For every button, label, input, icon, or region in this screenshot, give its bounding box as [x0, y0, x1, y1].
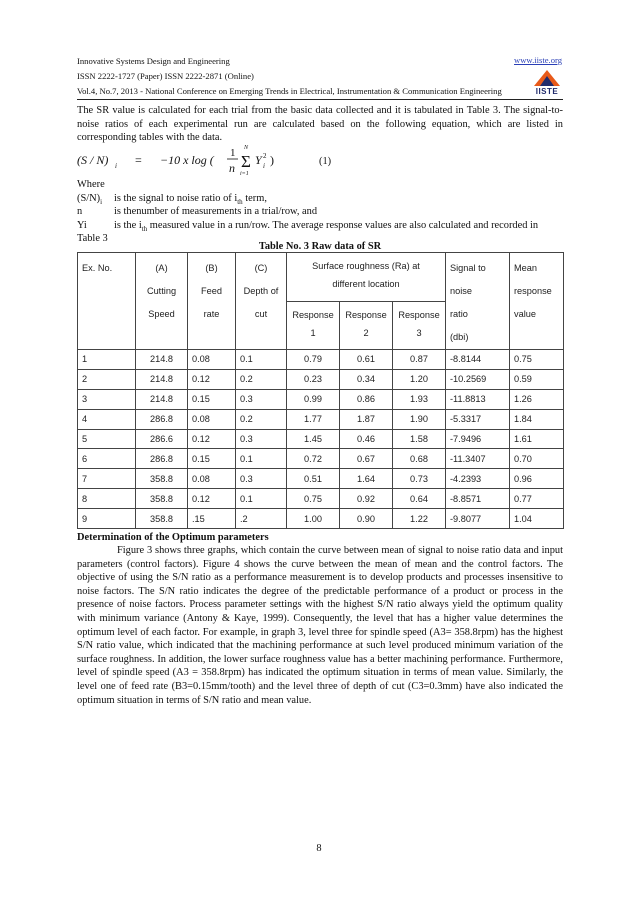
eq-sum-top: N [244, 145, 249, 151]
journal-name: Innovative Systems Design and Engineering [77, 56, 230, 66]
col-header-response-2: Response 2 [340, 301, 393, 350]
table-cell: 6 [78, 449, 136, 469]
table-cell: -7.9496 [446, 429, 510, 449]
table-cell: 0.99 [287, 389, 340, 409]
table-cell: 4 [78, 409, 136, 429]
snr-equation [77, 144, 563, 182]
table-row [78, 369, 564, 389]
table-cell: 0.87 [393, 350, 446, 370]
eq-term-sup: 2 [263, 152, 267, 160]
table-cell: 0.59 [510, 369, 564, 389]
eq-coef: −10 x log ( [160, 153, 214, 167]
table-cell: 0.72 [287, 449, 340, 469]
intro-paragraph: The SR value is calculated for each trial from the basic data collected and it is tabulated in Table 3. The signal-to-noise ratios of each experimental run are calculated based on the following equation, which are listed in corresponding tables with the data. [77, 105, 563, 144]
table-cell: 0.3 [236, 389, 287, 409]
eq-close: ) [270, 153, 274, 167]
section-title: Determination of the Optimum parameters [77, 532, 269, 543]
where-tail: Table 3 [77, 233, 108, 245]
sigma-icon: Σ [241, 152, 251, 171]
table-cell: 358.8 [136, 469, 188, 489]
table-cell: 1.61 [510, 429, 564, 449]
table-cell: 0.12 [188, 489, 236, 509]
eq-lhs-sub: i [115, 162, 117, 170]
table-cell: 1.93 [393, 389, 446, 409]
table-row [78, 489, 564, 509]
table-cell: 1.90 [393, 409, 446, 429]
table-cell: 0.3 [236, 429, 287, 449]
col-header-depth-of-cut: (C) Depth of cut [236, 253, 287, 350]
table-cell: 0.64 [393, 489, 446, 509]
table-cell: 0.08 [188, 409, 236, 429]
table-cell: 0.34 [340, 369, 393, 389]
eq-term-sub: i [263, 162, 265, 170]
volume-line: Vol.4, No.7, 2013 - National Conference on Emerging Trends in Electrical, Instrumentation & Communication Engineering [77, 86, 502, 96]
website-link[interactable]: www.iiste.org [514, 55, 562, 65]
col-header-mean-response: Mean response value [510, 253, 564, 350]
table-cell: 0.68 [393, 449, 446, 469]
table-cell: 214.8 [136, 350, 188, 370]
table-cell: 0.92 [340, 489, 393, 509]
table-cell: 7 [78, 469, 136, 489]
table-cell: 0.96 [510, 469, 564, 489]
issn-line: ISSN 2222-1727 (Paper) ISSN 2222-2871 (Online) [77, 71, 254, 81]
table-cell: -10.2569 [446, 369, 510, 389]
table-cell: -4.2393 [446, 469, 510, 489]
iiste-logo [532, 68, 562, 96]
table-cell: 0.75 [510, 350, 564, 370]
table-row [78, 389, 564, 409]
table-cell: 1.20 [393, 369, 446, 389]
table-cell: 286.8 [136, 449, 188, 469]
table-cell: 0.15 [188, 389, 236, 409]
table-cell: .15 [188, 509, 236, 529]
table-cell: 0.51 [287, 469, 340, 489]
table-cell: 0.12 [188, 369, 236, 389]
table-cell: 286.6 [136, 429, 188, 449]
eq-term: Y [255, 153, 262, 167]
header-rule [77, 99, 563, 100]
table-cell: 1.04 [510, 509, 564, 529]
table-cell: -11.8813 [446, 389, 510, 409]
col-header-exno: Ex. No. [78, 253, 136, 350]
table-cell: 0.08 [188, 350, 236, 370]
table-cell: 9 [78, 509, 136, 529]
table-cell: 1 [78, 350, 136, 370]
col-header-cutting-speed: (A) Cutting Speed [136, 253, 188, 350]
table-cell: 0.15 [188, 449, 236, 469]
table-cell: 5 [78, 429, 136, 449]
table-row [78, 509, 564, 529]
eq-equals: = [135, 153, 142, 167]
table-cell: 1.84 [510, 409, 564, 429]
eq-number: (1) [319, 156, 332, 167]
table-row [78, 469, 564, 489]
where-block [77, 178, 563, 246]
table-cell: 358.8 [136, 509, 188, 529]
table-cell: 0.73 [393, 469, 446, 489]
table-cell: 0.23 [287, 369, 340, 389]
where-item: n is thenumber of measurements in a trial/row, and [77, 206, 318, 218]
logo-mark-icon [532, 68, 562, 88]
table-cell: 1.26 [510, 389, 564, 409]
table-cell: 0.3 [236, 469, 287, 489]
section-paragraph: Figure 3 shows three graphs, which contain the curve between mean of signal to noise ratio data and input parameters (control factors). Figure 4 shows the curve between the mean of mean and the control factors. The objective of using the S/N ratio as a performance measurement is to develop products and processes insensitive to noise factors. The S/N ratio indicates the degree of the predictable performance of a product or process in the presence of noise factors. Process parameter settings with the highest S/N ratio always yield the optimum quality with minimum variance (Antony & Kaye, 1999). Consequently, the level that has a higher value determines the optimum level of each factor. For example, in graph 3, level three for spindle speed (A3= 358.8rpm) has the highest S/N ratio value, which indicated that the machining performance at such level produced minimum variation of the surface roughness. In addition, the lower surface roughness value has a better machining performance. Furthermore, level of spindle speed (A3 = 358.8rpm) has indicated the optimum situation in terms of mean value. Similarly, the level one of feed rate (B3=0.15mm/tooth) and the level three of depth of cut (C3=0.3mm) have also indicated the optimum situation in terms of S/N ratio and mean value. [77, 545, 563, 706]
where-item: Yi is the $i_{th}$ measured value in a run/row. The average response values are also calculated and recorded in [77, 219, 539, 233]
table-cell: 0.79 [287, 350, 340, 370]
table-cell: -9.8077 [446, 509, 510, 529]
table-cell: 0.46 [340, 429, 393, 449]
raw-data-table [77, 252, 563, 524]
table-cell: -8.8571 [446, 489, 510, 509]
table-cell: 1.64 [340, 469, 393, 489]
eq-lhs: (S / N) [77, 153, 109, 167]
table-cell: 0.2 [236, 369, 287, 389]
table-cell: 8 [78, 489, 136, 509]
table-cell: 0.1 [236, 449, 287, 469]
table-cell: 0.2 [236, 409, 287, 429]
table-row [78, 429, 564, 449]
col-header-signal-to-noise: Signal to noise ratio (dbi) [446, 253, 510, 350]
logo-text: IISTE [535, 87, 559, 96]
table-cell: -5.3317 [446, 409, 510, 429]
col-header-feed-rate: (B) Feed rate [188, 253, 236, 350]
table-cell: 214.8 [136, 389, 188, 409]
table-cell: -11.3407 [446, 449, 510, 469]
table-cell: 0.86 [340, 389, 393, 409]
eq-frac-den: n [229, 161, 235, 175]
table-cell: 1.00 [287, 509, 340, 529]
table-cell: 1.58 [393, 429, 446, 449]
table-row [78, 449, 564, 469]
table-cell: 0.12 [188, 429, 236, 449]
table-cell: 1.45 [287, 429, 340, 449]
table-cell: 214.8 [136, 369, 188, 389]
table-cell: 2 [78, 369, 136, 389]
table-row [78, 409, 564, 429]
table-cell: 0.90 [340, 509, 393, 529]
col-header-surface-roughness: Surface roughness (Ra) at different location [287, 253, 446, 302]
table-cell: -8.8144 [446, 350, 510, 370]
where-heading: Where [77, 179, 105, 190]
table-cell: 0.77 [510, 489, 564, 509]
table-cell: 1.22 [393, 509, 446, 529]
table-cell: 0.1 [236, 489, 287, 509]
eq-frac-num: 1 [230, 147, 236, 159]
table-title: Table No. 3 Raw data of SR [258, 241, 382, 252]
eq-sum-bottom: i=1 [240, 171, 249, 177]
table-cell: 0.1 [236, 350, 287, 370]
page-number: 8 [316, 843, 322, 854]
table-row [78, 350, 564, 370]
table-cell: 0.08 [188, 469, 236, 489]
table-cell: 0.75 [287, 489, 340, 509]
table-cell: 1.87 [340, 409, 393, 429]
col-header-response-1: Response 1 [287, 301, 340, 350]
table-cell: 286.8 [136, 409, 188, 429]
table-cell: 3 [78, 389, 136, 409]
table-cell: 0.67 [340, 449, 393, 469]
table-cell: 0.61 [340, 350, 393, 370]
table-cell: 0.70 [510, 449, 564, 469]
where-item: $(S/N)_i$ is the signal to noise ratio of $i_{th}$ term, [77, 192, 267, 206]
table-cell: 1.77 [287, 409, 340, 429]
table-cell: .2 [236, 509, 287, 529]
table-cell: 358.8 [136, 489, 188, 509]
col-header-response-3: Response 3 [393, 301, 446, 350]
